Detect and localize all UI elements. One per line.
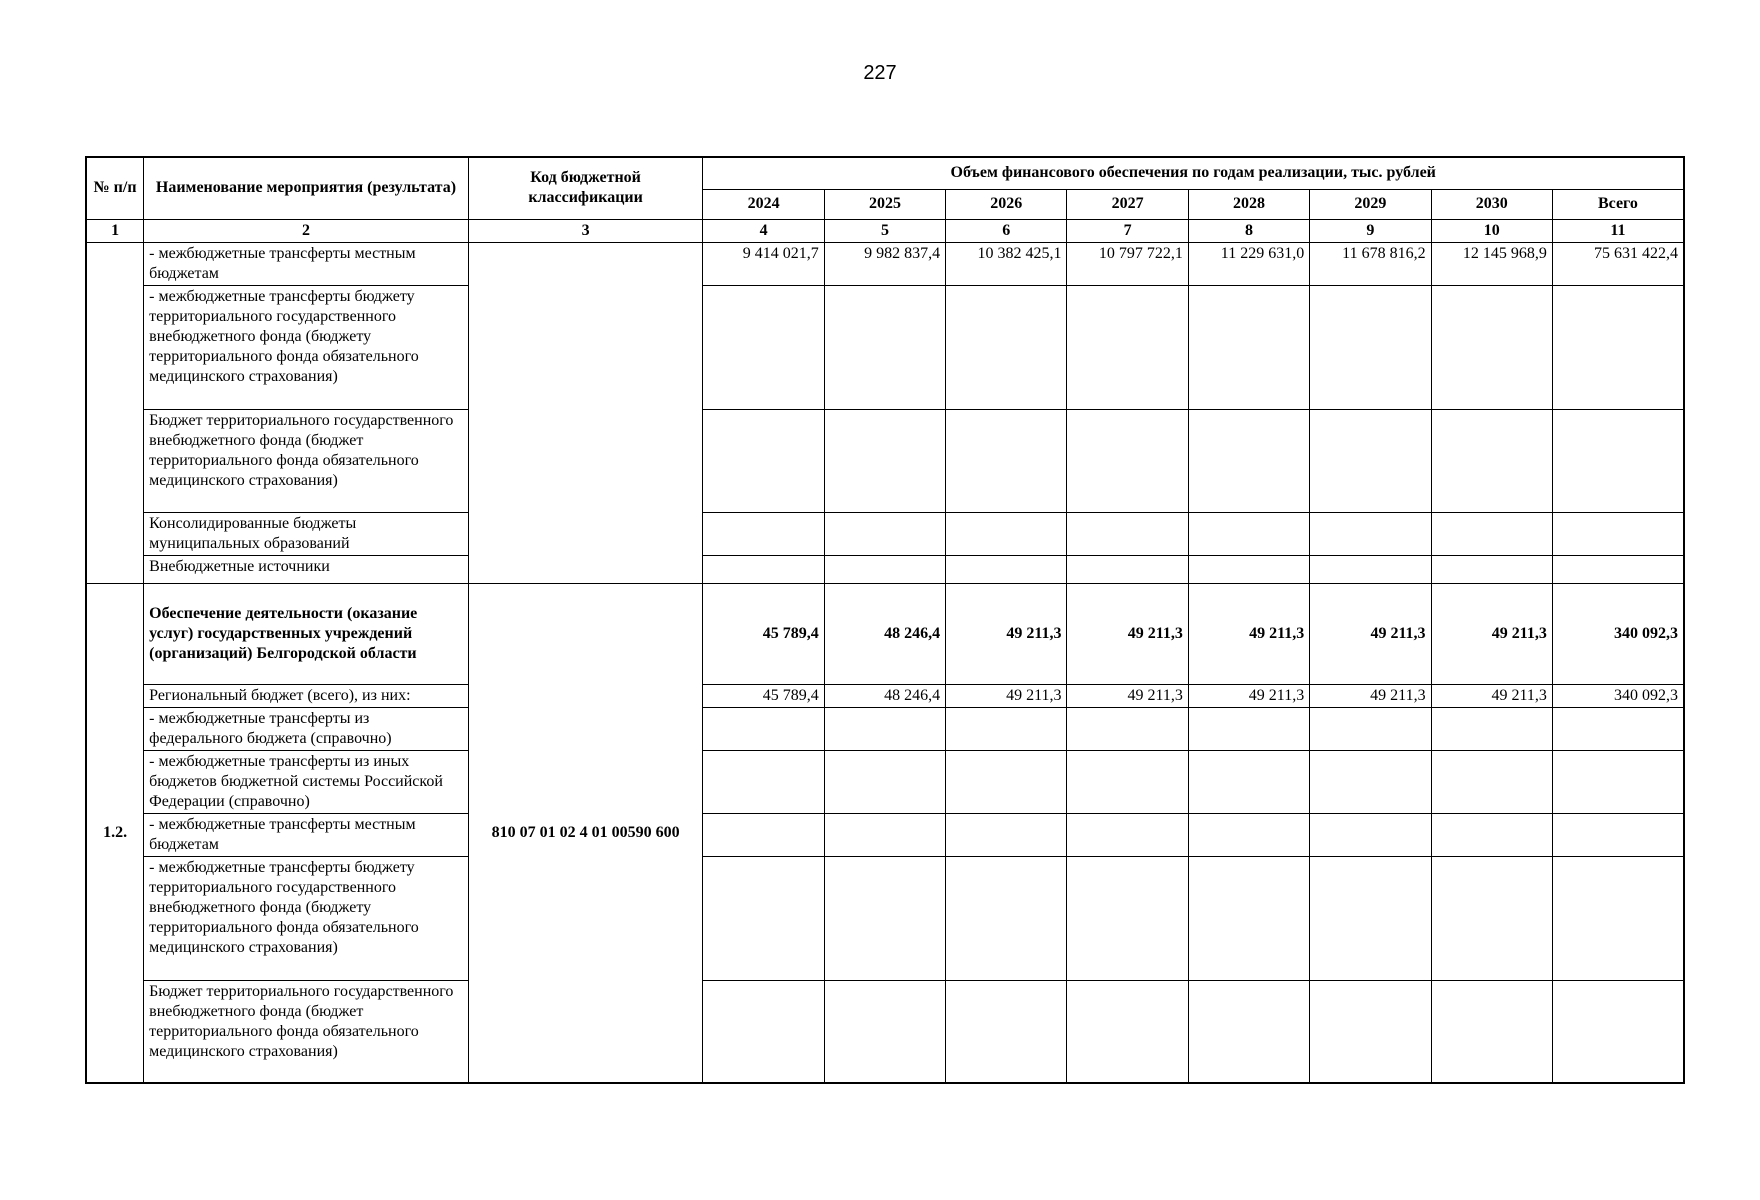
table-row [86, 285, 1684, 409]
column-index: 11 [1552, 219, 1684, 242]
value-cell: 340 092,3 [1552, 583, 1684, 684]
value-cell: 49 211,3 [1310, 583, 1431, 684]
value-cell: 49 211,3 [1310, 684, 1431, 707]
header-volume: Объем финансового обеспечения по годам реализации, тыс. рублей [703, 157, 1684, 189]
budget-table [85, 156, 1685, 1084]
column-index: 2 [144, 219, 469, 242]
header-name: Наименование мероприятия (результата) [144, 157, 469, 219]
header-year: 2026 [946, 189, 1067, 219]
row-name: - межбюджетные трансферты местным бюджетам [144, 242, 469, 285]
column-index: 3 [468, 219, 703, 242]
row-name: - межбюджетные трансферты из иных бюджетов бюджетной системы Российской Федерации (справочно) [144, 750, 469, 813]
table-row [86, 750, 1684, 813]
value-cell: 49 211,3 [1067, 684, 1188, 707]
row-code [468, 242, 703, 583]
table-row [86, 813, 1684, 856]
table-row [86, 409, 1684, 512]
value-cell: 9 414 021,7 [703, 242, 824, 285]
column-index: 5 [824, 219, 945, 242]
column-index: 4 [703, 219, 824, 242]
value-cell: 49 211,3 [1067, 583, 1188, 684]
header-year: 2024 [703, 189, 824, 219]
header-year: 2029 [1310, 189, 1431, 219]
table-row [86, 242, 1684, 285]
column-index: 10 [1431, 219, 1552, 242]
header-total: Всего [1552, 189, 1684, 219]
header-year: 2028 [1188, 189, 1309, 219]
row-name: - межбюджетные трансферты из федерального бюджета (справочно) [144, 707, 469, 750]
page-number: 227 [863, 62, 897, 84]
section-number: 1.2. [86, 583, 144, 1083]
value-cell: 48 246,4 [824, 583, 945, 684]
header-number: № п/п [86, 157, 144, 219]
value-cell: 11 229 631,0 [1188, 242, 1309, 285]
table-row [86, 555, 1684, 583]
value-cell: 12 145 968,9 [1431, 242, 1552, 285]
value-cell: 75 631 422,4 [1552, 242, 1684, 285]
row-name: Внебюджетные источники [144, 555, 469, 583]
table-row [86, 684, 1684, 707]
budget-code: 810 07 01 02 4 01 00590 600 [468, 583, 703, 1083]
table-row [86, 512, 1684, 555]
value-cell: 340 092,3 [1552, 684, 1684, 707]
column-index: 7 [1067, 219, 1188, 242]
value-cell: 48 246,4 [824, 684, 945, 707]
value-cell: 10 382 425,1 [946, 242, 1067, 285]
row-name: - межбюджетные трансферты бюджету территориального государственного внебюджетного фонда (бюджету территориального фонда обязательного медицинского страхования) [144, 285, 469, 409]
column-index: 8 [1188, 219, 1309, 242]
value-cell: 49 211,3 [1431, 583, 1552, 684]
value-cell: 49 211,3 [946, 583, 1067, 684]
header-year: 2027 [1067, 189, 1188, 219]
row-name: - межбюджетные трансферты бюджету территориального государственного внебюджетного фонда (бюджету территориального фонда обязательного медицинского страхования) [144, 856, 469, 980]
row-name: Региональный бюджет (всего), из них: [144, 684, 469, 707]
column-index: 1 [86, 219, 144, 242]
value-cell: 11 678 816,2 [1310, 242, 1431, 285]
value-cell: 49 211,3 [946, 684, 1067, 707]
table-row [86, 980, 1684, 1083]
value-cell: 45 789,4 [703, 583, 824, 684]
table-row [86, 583, 1684, 684]
row-name: Обеспечение деятельности (оказание услуг) государственных учреждений (организаций) Белгородской области [144, 583, 469, 684]
header-year: 2025 [824, 189, 945, 219]
value-cell: 45 789,4 [703, 684, 824, 707]
value-cell: 49 211,3 [1188, 583, 1309, 684]
header-code: Код бюджетной классификации [468, 157, 703, 219]
header-year: 2030 [1431, 189, 1552, 219]
row-number [86, 242, 144, 583]
row-name: - межбюджетные трансферты местным бюджетам [144, 813, 469, 856]
column-index: 6 [946, 219, 1067, 242]
value-cell: 10 797 722,1 [1067, 242, 1188, 285]
value-cell: 49 211,3 [1188, 684, 1309, 707]
value-cell: 49 211,3 [1431, 684, 1552, 707]
table-row [86, 856, 1684, 980]
row-name: Консолидированные бюджеты муниципальных образований [144, 512, 469, 555]
table-row [86, 707, 1684, 750]
row-name: Бюджет территориального государственного внебюджетного фонда (бюджет территориального фонда обязательного медицинского страхования) [144, 409, 469, 512]
column-index: 9 [1310, 219, 1431, 242]
row-name: Бюджет территориального государственного внебюджетного фонда (бюджет территориального фонда обязательного медицинского страхования) [144, 980, 469, 1083]
value-cell: 9 982 837,4 [824, 242, 945, 285]
